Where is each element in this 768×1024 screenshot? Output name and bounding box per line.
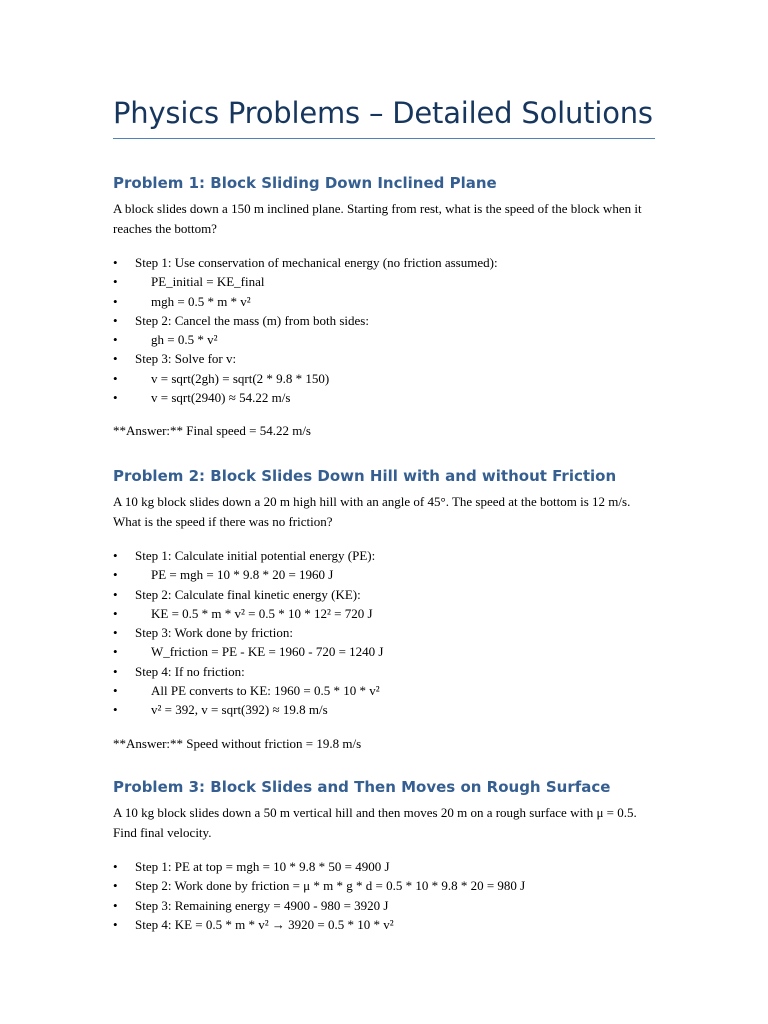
list-item: • PE = mgh = 10 * 9.8 * 20 = 1960 J [113,565,653,584]
bullet-icon: • [113,274,118,290]
list-item: • gh = 0.5 * v² [113,330,653,349]
bullet-icon: • [113,897,118,913]
problem-2-section [113,464,653,754]
bullet-icon: • [113,586,118,602]
bullet-icon: • [113,859,118,874]
bullet-icon: • [113,567,118,583]
list-item: • Step 3: Solve for v: [113,349,653,368]
problem-3-heading: Problem 3: Block Slides and Then Moves on Rough Surface [113,778,611,796]
list-item: • All PE converts to KE: 1960 = 0.5 * 10 * v² [113,681,653,700]
list-item: • Step 4: KE = 0.5 * m * v² → 3920 = 0.5 * 10 * v² [113,915,653,934]
list-item: • Step 4: If no friction: [113,662,653,681]
bullet-icon: • [113,644,118,660]
problem-2-heading: Problem 2: Block Slides Down Hill with and without Friction [113,467,617,485]
problem-2-steps [113,546,653,720]
bullet-icon: • [113,663,118,679]
problem-3-steps [113,857,653,934]
list-item: • Step 2: Calculate final kinetic energy (KE): [113,585,653,604]
list-item: • v = sqrt(2940) ≈ 54.22 m/s [113,388,653,407]
list-item: • W_friction = PE - KE = 1960 - 720 = 1240 J [113,642,653,661]
problem-3-section [113,775,653,934]
bullet-icon: • [113,548,118,563]
list-item: • Step 2: Work done by friction = μ * m * g * d = 0.5 * 10 * 9.8 * 20 = 980 J [113,876,653,895]
problem-1-answer: **Answer:** Final speed = 54.22 m/s [113,423,311,439]
list-item: • Step 1: Use conservation of mechanical energy (no friction assumed): [113,253,653,272]
problem-2-statement: A 10 kg block slides down a 20 m high hill with an angle of 45°. The speed at the bottom is 12 m/s. What is the speed if there was no friction? [113,494,631,529]
list-item: • mgh = 0.5 * m * v² [113,292,653,311]
problem-1-statement: A block slides down a 150 m inclined plane. Starting from rest, what is the speed of the block when it reaches the bottom? [113,201,642,236]
bullet-icon: • [113,702,118,718]
problem-1-heading: Problem 1: Block Sliding Down Inclined Plane [113,174,497,192]
list-item: • Step 1: PE at top = mgh = 10 * 9.8 * 50 = 4900 J [113,857,653,876]
bullet-icon: • [113,683,118,699]
bullet-icon: • [113,625,118,641]
bullet-icon: • [113,916,118,932]
bullet-icon: • [113,312,118,328]
bullet-icon: • [113,255,118,270]
problem-1-steps [113,253,653,407]
bullet-icon: • [113,351,118,367]
bullet-icon: • [113,293,118,309]
bullet-icon: • [113,605,118,621]
list-item: • Step 2: Cancel the mass (m) from both sides: [113,311,653,330]
list-item: • Step 3: Work done by friction: [113,623,653,642]
list-item: • Step 1: Calculate initial potential energy (PE): [113,546,653,565]
document-title: Physics Problems – Detailed Solutions [113,96,653,130]
title-underline [113,138,655,139]
problem-3-statement: A 10 kg block slides down a 50 m vertical hill and then moves 20 m on a rough surface with μ = 0.5. Find final velocity. [113,805,637,840]
problem-2-answer: **Answer:** Speed without friction = 19.8 m/s [113,735,362,751]
bullet-icon: • [113,332,118,348]
bullet-icon: • [113,370,118,386]
list-item: • PE_initial = KE_final [113,272,653,291]
list-item: • v² = 392, v = sqrt(392) ≈ 19.8 m/s [113,700,653,719]
list-item: • Step 3: Remaining energy = 4900 - 980 = 3920 J [113,896,653,915]
list-item: • KE = 0.5 * m * v² = 0.5 * 10 * 12² = 720 J [113,604,653,623]
bullet-icon: • [113,878,118,894]
bullet-icon: • [113,390,118,406]
list-item: • v = sqrt(2gh) = sqrt(2 * 9.8 * 150) [113,369,653,388]
problem-1-section [113,171,653,441]
document-body [113,0,653,932]
